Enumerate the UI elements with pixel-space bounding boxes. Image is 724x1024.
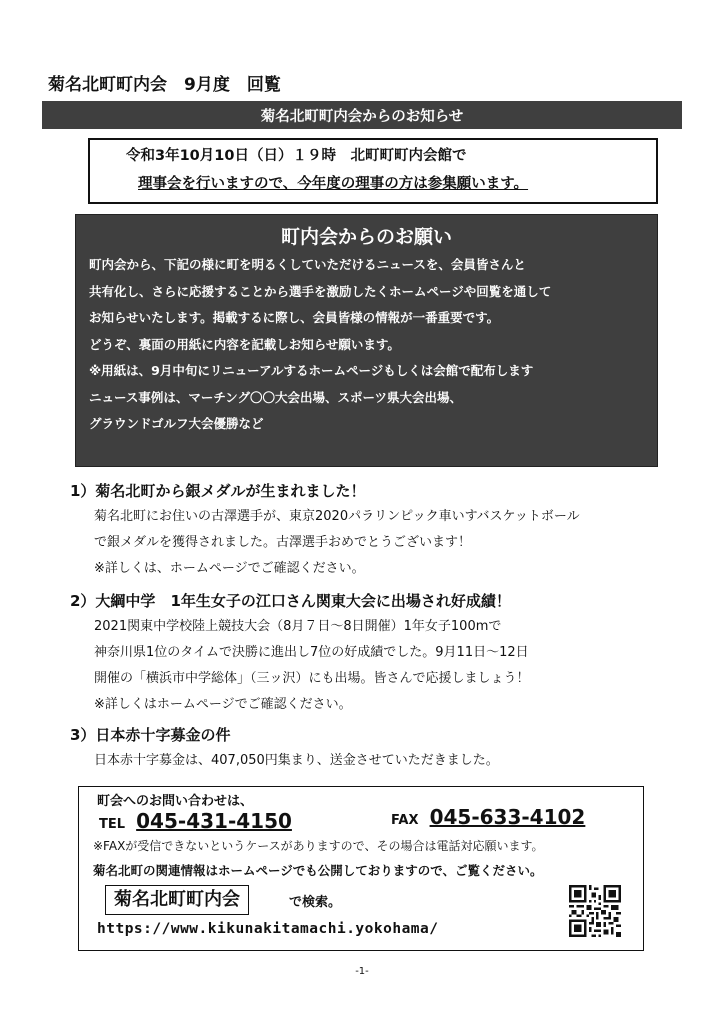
request-line: お知らせいたします。掲載するに際し、会員皆様の情報が一番重要です。 — [89, 310, 500, 325]
section-line: ※詳しくはホームページでご確認ください。 — [94, 697, 352, 712]
fax-line — [391, 805, 585, 829]
page-title: 菊名北町町内会 9月度 回覧 — [48, 75, 281, 95]
qr-code-icon[interactable] — [569, 883, 621, 939]
section-heading: 1）菊名北町から銀メダルが生まれました！ — [70, 482, 366, 500]
tel-number[interactable]: 045-431-4150 — [136, 809, 292, 833]
web-note: 菊名北町の関連情報はホームページでも公開しておりますので、ご覧ください。 — [93, 863, 543, 878]
section-line: で銀メダルを獲得されました。古澤選手おめでとうございます！ — [94, 535, 472, 550]
section-line: 2021関東中学校陸上競技大会（8月７日～8日開催）1年女子100mで — [94, 619, 502, 634]
request-line: 共有化し、さらに応援することから選手を激励したくホームページや回覧を通して — [89, 283, 552, 299]
contact-box — [78, 786, 644, 951]
fax-label: FAX — [391, 813, 419, 828]
section-body — [70, 504, 580, 582]
request-line: 町内会から、下記の様に町を明るくしていただけるニュースを、会員皆さんと — [89, 257, 526, 272]
section-body — [70, 748, 499, 774]
section-line: 神奈川県1位のタイムで決勝に進出し7位の好成績でした。9月11日～12日 — [94, 645, 529, 660]
section-heading: 2）大綱中学 1年生女子の江口さん関東大会に出場され好成績！ — [70, 592, 511, 610]
page-number: -1- — [355, 966, 369, 977]
section-line: 開催の「横浜市中学総体」（三ッ沢）にも出場。皆さんで応援しましょう！ — [94, 671, 530, 686]
request-line: ※用紙は、9月中旬にリニューアルするホームページもしくは会館で配布します — [89, 363, 534, 378]
section-line: 菊名北町にお住いの古澤選手が、東京2020パラリンピック車いすバスケットボール — [94, 509, 580, 524]
news-section-silver-medal — [70, 478, 580, 582]
news-section-kanto-meet — [70, 588, 530, 718]
tel-line — [99, 809, 292, 833]
fax-note: ※FAXが受信できないというケースがありますので、その場合は電話対応願います。 — [93, 839, 544, 853]
request-line: ニュース事例は、マーチング〇〇大会出場、スポーツ県大会出場、 — [89, 389, 463, 405]
tel-label: TEL — [99, 817, 126, 832]
notice-banner: 菊名北町町内会からのお知らせ — [42, 101, 682, 129]
fax-number: 045-633-4102 — [429, 805, 586, 829]
section-body — [70, 614, 530, 718]
meeting-notice-line: 理事会を行いますので、今年度の理事の方は参集願います。 — [138, 176, 529, 192]
request-title: 町内会からのお願い — [280, 226, 452, 248]
search-term-box: 菊名北町町内会 — [105, 885, 249, 915]
request-box — [75, 214, 658, 467]
request-line: グラウンドゴルフ大会優勝など — [89, 416, 264, 431]
meeting-notice-box — [88, 138, 658, 204]
section-line: 日本赤十字募金は、407,050円集まり、送金させていただきました。 — [94, 753, 499, 768]
website-url[interactable]: https://www.kikunakitamachi.yokohama/ — [97, 921, 439, 937]
request-line: どうぞ、裏面の用紙に内容を記載しお知らせ願います。 — [89, 336, 400, 352]
news-section-red-cross — [70, 722, 499, 774]
section-line: ※詳しくは、ホームページでご確認ください。 — [94, 561, 365, 576]
meeting-notice-line: 令和3年10月10日（日）１９時 北町町町内会館で — [126, 148, 467, 164]
search-suffix: で検索。 — [289, 895, 342, 910]
request-body — [76, 249, 657, 438]
contact-intro: 町会へのお問い合わせは、 — [97, 794, 254, 809]
section-heading: 3）日本赤十字募金の件 — [70, 726, 231, 744]
